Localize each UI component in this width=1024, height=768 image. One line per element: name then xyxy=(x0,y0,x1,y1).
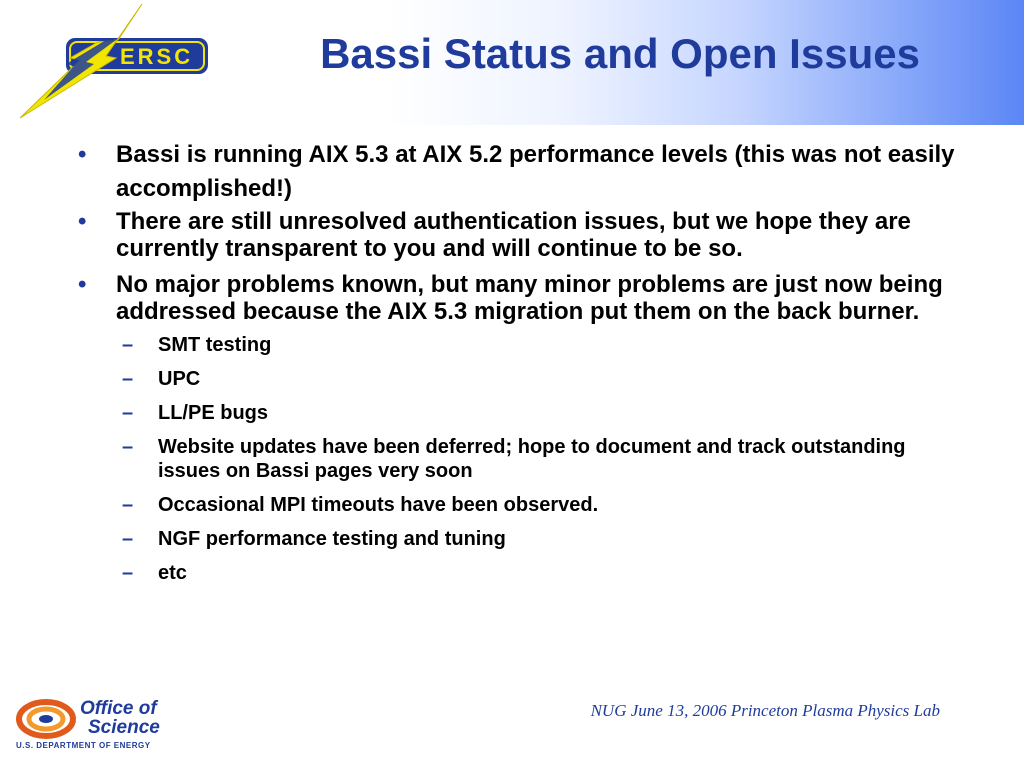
sub-mark: – xyxy=(122,494,134,516)
sub-text: UPC xyxy=(158,368,201,390)
sub-mark: – xyxy=(122,436,134,458)
sub-item xyxy=(122,493,958,517)
sub-text: NGF performance testing and tuning xyxy=(158,528,506,550)
footer-text: NUG June 13, 2006 Princeton Plasma Physics Lab xyxy=(590,701,940,720)
sub-item xyxy=(122,333,958,357)
bullet-text: Bassi is running AIX 5.3 at AIX 5.2 performance levels (this was not easily accomplished!) xyxy=(116,141,955,202)
sub-text: SMT testing xyxy=(158,334,272,356)
nersc-logo xyxy=(14,0,214,125)
office-of-science-logo xyxy=(16,697,176,753)
bullet-item xyxy=(78,208,958,262)
office-of-science-line3: U.S. DEPARTMENT OF ENERGY xyxy=(16,741,151,750)
sub-item xyxy=(122,401,958,425)
bullet-mark: • xyxy=(78,208,87,235)
sub-text: etc xyxy=(158,562,187,584)
bullet-mark: • xyxy=(78,271,87,298)
slide-content xyxy=(78,138,958,595)
office-of-science-line1: Office of xyxy=(80,698,157,719)
sub-mark: – xyxy=(122,562,134,584)
sub-text: Website updates have been deferred; hope to document and track outstanding issues on Bassi pages very soon xyxy=(158,436,906,482)
bullet-text: No major problems known, but many minor problems are just now being addressed because the AIX 5.3 migration put them on the back burner. xyxy=(116,271,943,325)
sub-mark: – xyxy=(122,402,134,424)
sub-item xyxy=(122,367,958,391)
sub-item xyxy=(122,435,958,483)
bullet-item xyxy=(78,138,958,206)
office-of-science-swirl-logo-icon xyxy=(16,697,76,741)
sub-item xyxy=(122,561,958,585)
nersc-logo-text: ERSC xyxy=(120,44,194,69)
bullet-mark: • xyxy=(78,141,87,168)
sub-list xyxy=(122,333,958,585)
bullet-text: There are still unresolved authentication issues, but we hope they are currently transparent to you and will continue to be so. xyxy=(116,208,911,262)
sub-mark: – xyxy=(122,528,134,550)
sub-mark: – xyxy=(122,368,134,390)
bullet-item xyxy=(78,271,958,325)
sub-item xyxy=(122,527,958,551)
office-of-science-line2: Science xyxy=(88,717,160,738)
sub-text: Occasional MPI timeouts have been observed. xyxy=(158,494,599,516)
sub-mark: – xyxy=(122,334,134,356)
sub-text: LL/PE bugs xyxy=(158,402,268,424)
page-title: Bassi Status and Open Issues xyxy=(320,30,920,77)
nersc-lightning-logo-icon xyxy=(14,0,214,125)
